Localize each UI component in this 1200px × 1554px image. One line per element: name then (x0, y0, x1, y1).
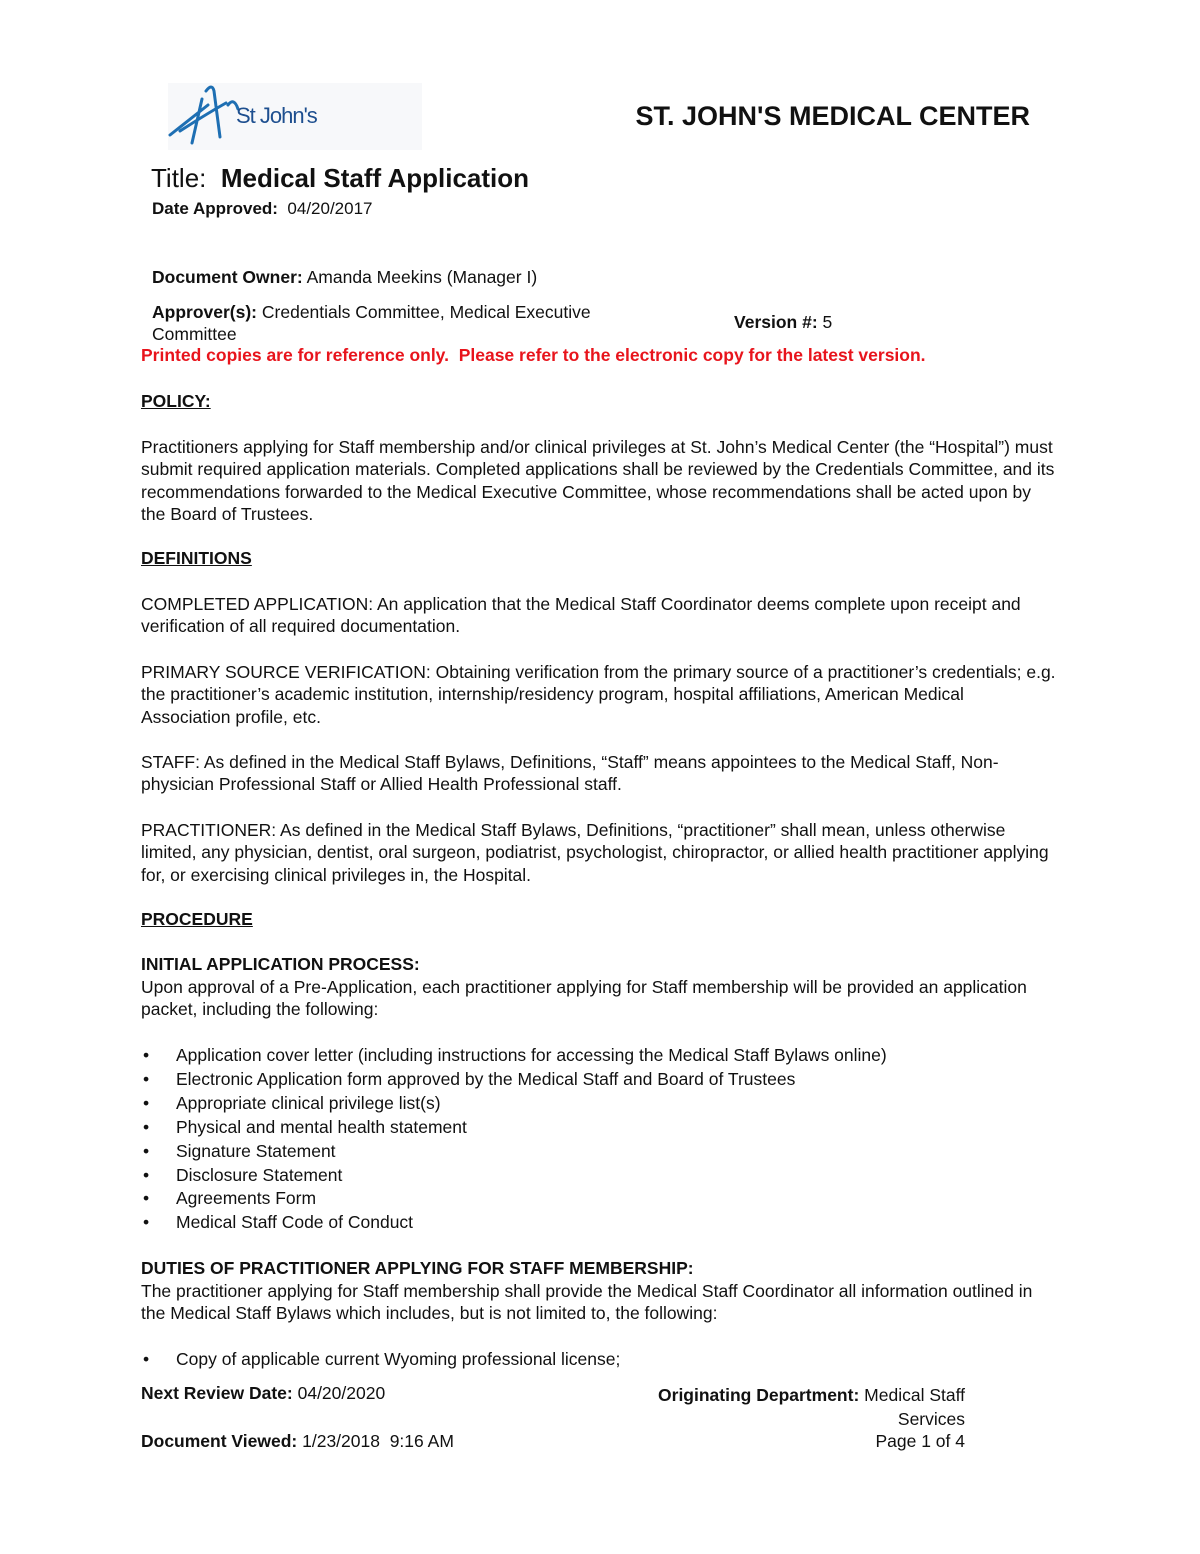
printed-copy-notice: Printed copies are for reference only. Please refer to the electronic copy for the latest version. (141, 345, 926, 365)
definition-completed-application: COMPLETED APPLICATION: An application that the Medical Staff Coordinator deems complete upon receipt and verification of all required documentation. (141, 594, 1021, 637)
duties-text: The practitioner applying for Staff membership shall provide the Medical Staff Coordinator all information outlined in the Medical Staff Bylaws which includes, but is not limited to, the following: (141, 1281, 1033, 1324)
document-owner: Document Owner: Amanda Meekins (Manager I) (152, 267, 538, 287)
date-approved: Date Approved: 04/20/2017 (152, 199, 373, 218)
list-item: • Agreements Form (141, 1187, 1056, 1211)
list-item: • Medical Staff Code of Conduct (141, 1211, 1056, 1235)
list-item: • Electronic Application form approved by the Medical Staff and Board of Trustees (141, 1068, 1056, 1092)
definitions-heading: DEFINITIONS (141, 548, 252, 568)
initial-application-heading: INITIAL APPLICATION PROCESS: (141, 954, 420, 974)
definition-practitioner: PRACTITIONER: As defined in the Medical Staff Bylaws, Definitions, “practitioner” shall mean, unless otherwise limited, any physician, dentist, oral surgeon, podiatrist, psychologist, chiropractor, or allied health practitioner applying for, or exercising clinical privileges in, the Hospital. (141, 820, 1049, 885)
version: Version #: 5 (734, 312, 833, 332)
org-name: ST. JOHN'S MEDICAL CENTER (635, 101, 1030, 131)
list-item: • Physical and mental health statement (141, 1116, 1056, 1140)
list-item: • Appropriate clinical privilege list(s) (141, 1092, 1056, 1116)
logo (168, 83, 422, 150)
approvers: Approver(s): Credentials Committee, Medical Executive Committee (152, 302, 591, 344)
duties-list (141, 1348, 1056, 1372)
originating-department: Originating Department: Medical Staff Services (658, 1385, 965, 1429)
definition-staff: STAFF: As defined in the Medical Staff Bylaws, Definitions, “Staff” means appointees to the Medical Staff, Non-physician Professional Staff or Allied Health Professional staff. (141, 752, 999, 795)
list-item: • Copy of applicable current Wyoming professional license; (141, 1348, 1056, 1372)
definition-primary-source: PRIMARY SOURCE VERIFICATION: Obtaining verification from the primary source of a practitioner’s credentials; e.g. the practitioner’s academic institution, internship/residency program, hospital affiliations, American Medical Association profile, etc. (141, 662, 1056, 727)
initial-application-text: Upon approval of a Pre-Application, each practitioner applying for Staff membership will be provided an application packet, including the following: (141, 977, 1027, 1020)
list-item: • Signature Statement (141, 1140, 1056, 1164)
logo-text: St John's (236, 103, 317, 128)
list-item: • Application cover letter (including instructions for accessing the Medical Staff Bylaws online) (141, 1044, 1056, 1068)
policy-heading: POLICY: (141, 391, 211, 411)
procedure-heading: PROCEDURE (141, 909, 253, 929)
duties-heading: DUTIES OF PRACTITIONER APPLYING FOR STAFF MEMBERSHIP: (141, 1258, 694, 1278)
policy-text: Practitioners applying for Staff membership and/or clinical privileges at St. John’s Medical Center (the “Hospital”) must submit required application materials. Completed applications shall be reviewed by the Credentials Committee, and its recommendations forwarded to the Medical Executive Committee, whose recommendations shall be acted upon by the Board of Trustees. (141, 437, 1055, 525)
document-title: Title: Medical Staff Application (151, 163, 530, 193)
initial-application-list (141, 1044, 1056, 1235)
document-viewed: Document Viewed: 1/23/2018 9:16 AM (141, 1431, 454, 1451)
next-review-date: Next Review Date: 04/20/2020 (141, 1383, 386, 1403)
list-item: • Disclosure Statement (141, 1164, 1056, 1188)
page-number: Page 1 of 4 (875, 1431, 965, 1451)
